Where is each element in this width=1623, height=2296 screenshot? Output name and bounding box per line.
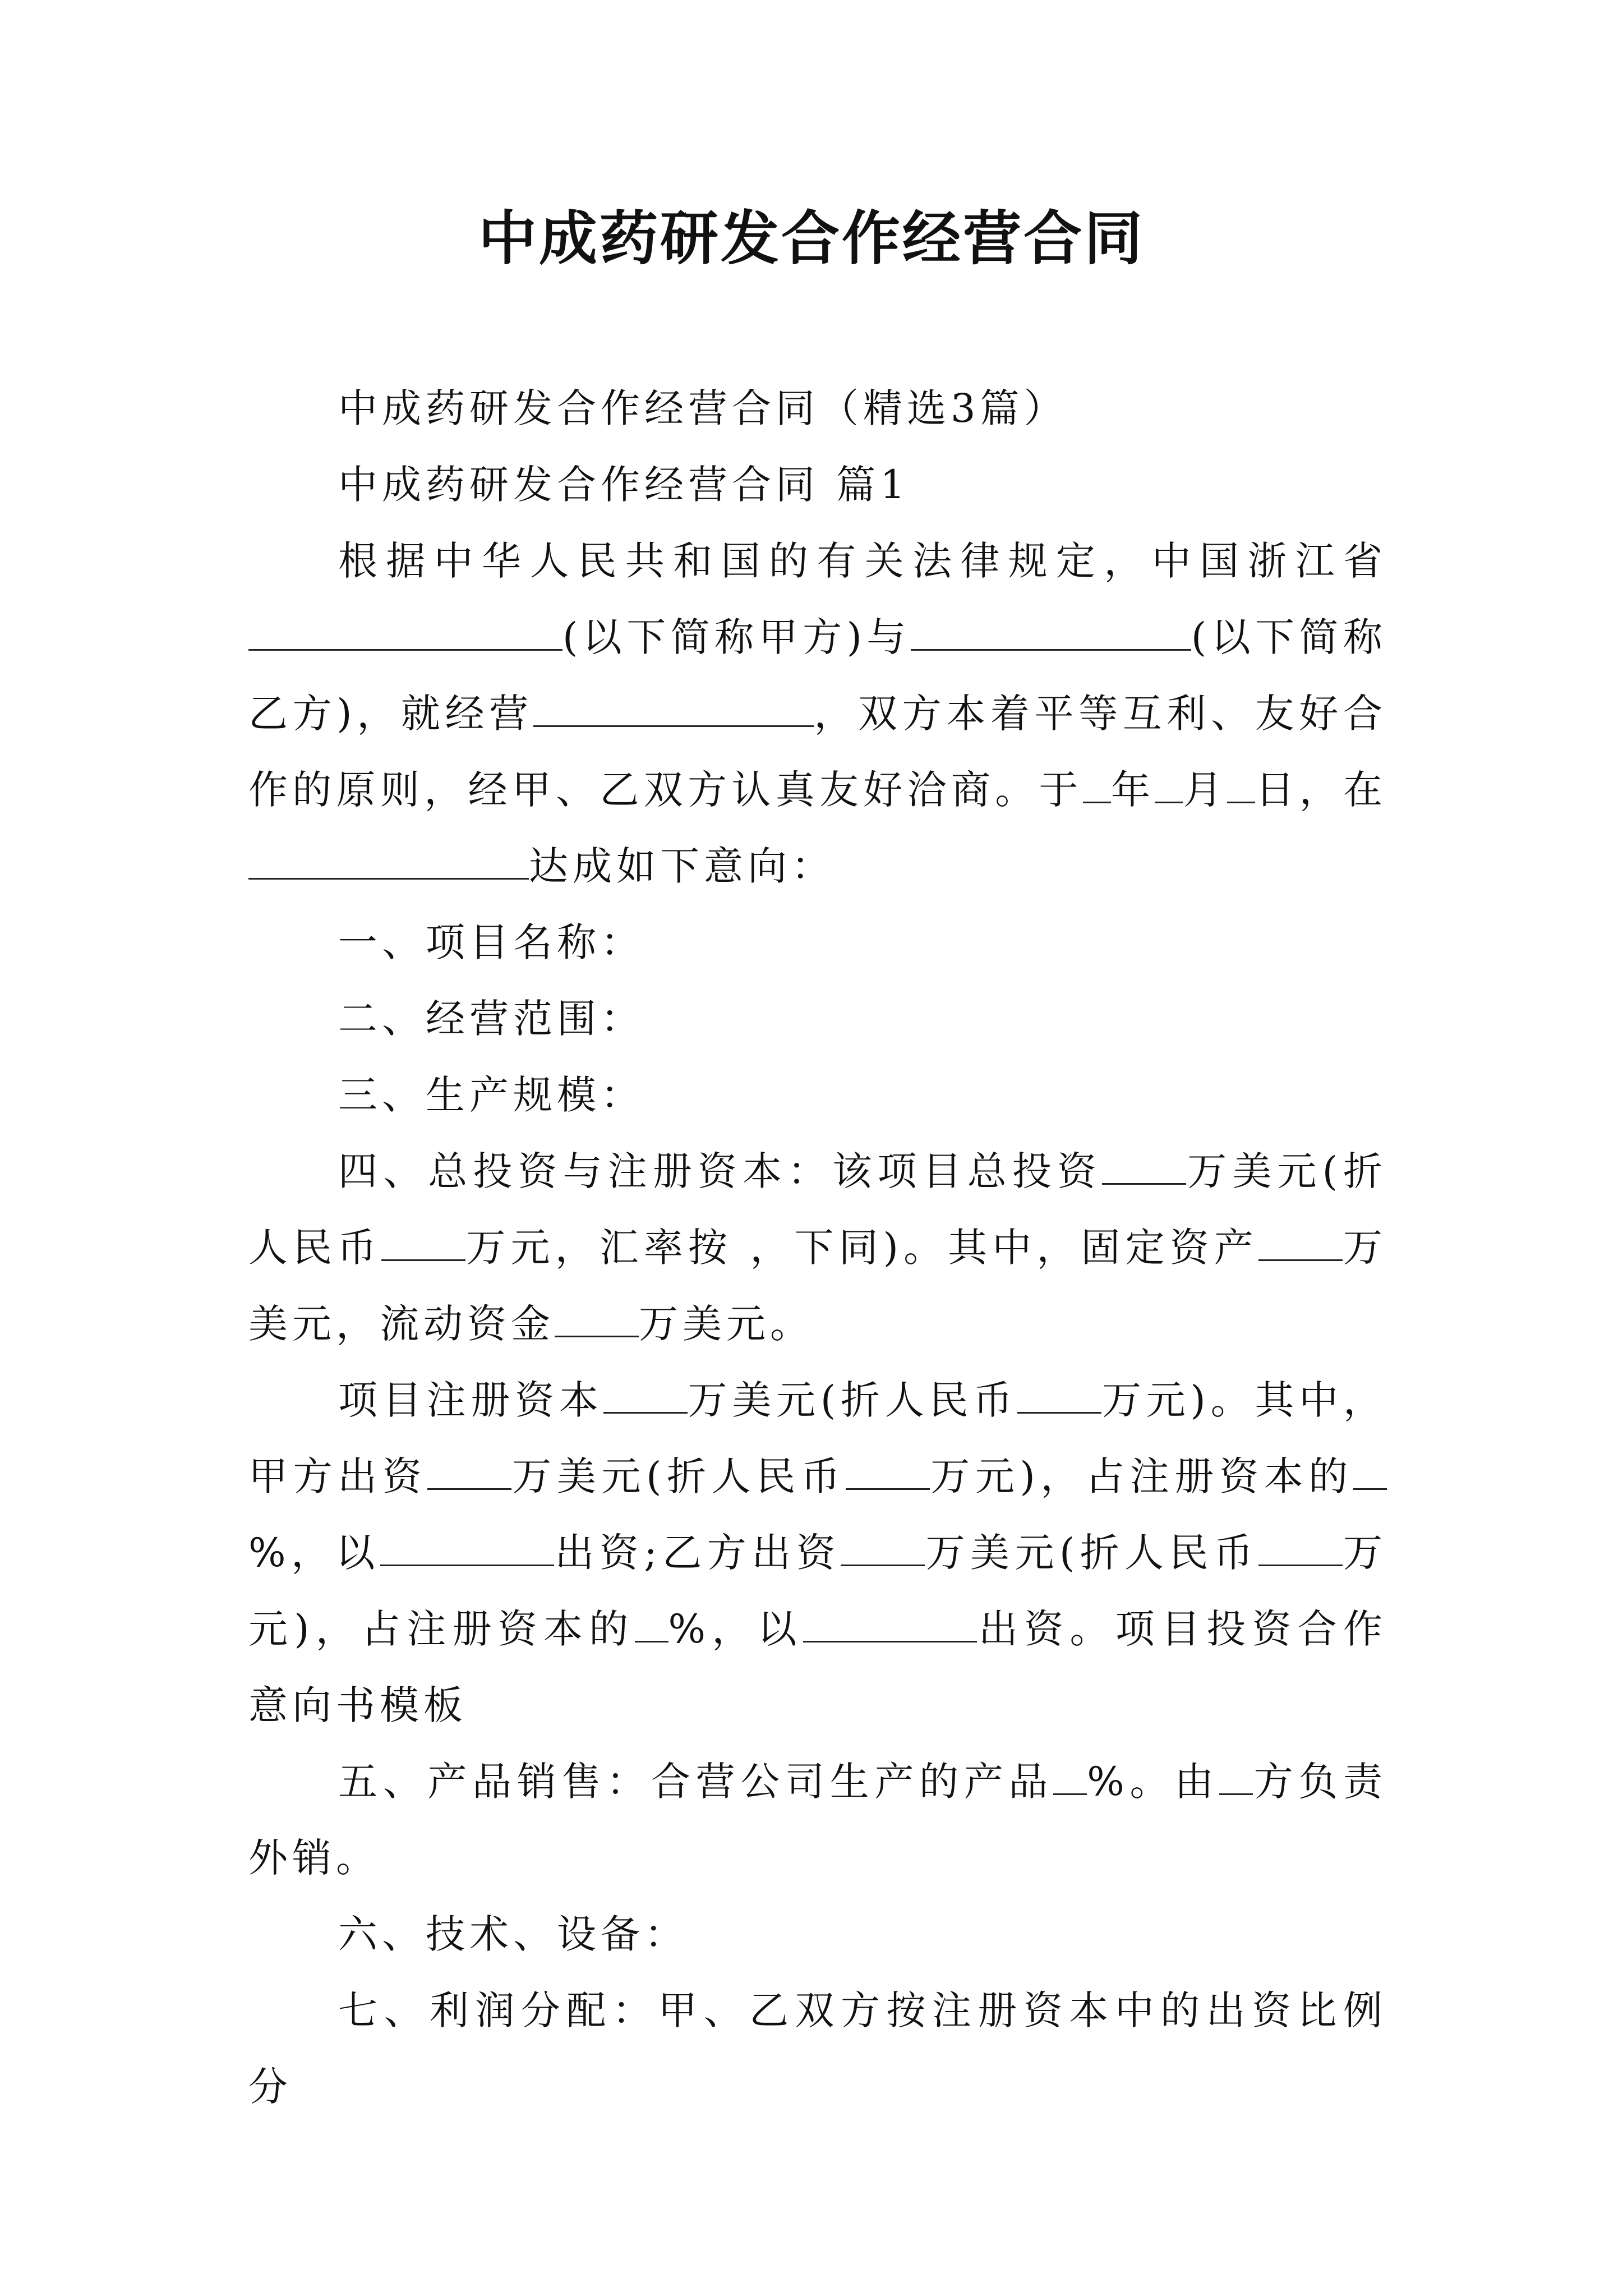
blank-export-party <box>1219 1757 1253 1795</box>
capital-text-3: 万元)。其中，甲方出资 <box>248 1377 1387 1499</box>
intro-text-6: 月 <box>1183 767 1228 813</box>
blank-year <box>1083 766 1111 803</box>
blank-working-capital <box>555 1300 639 1337</box>
item-project-name <box>248 904 1387 981</box>
item-6-text: 六、技术、设备： <box>338 1911 688 1957</box>
item-profit-distribution <box>248 1972 1387 2125</box>
item-5-text-2: %。由 <box>1087 1759 1219 1805</box>
capital-text-5: 万元)，占注册资本的 <box>929 1453 1353 1499</box>
blank-total-rmb <box>381 1223 465 1261</box>
blank-registered-capital <box>603 1376 688 1414</box>
item-3-text: 三、生产规模： <box>338 1072 644 1118</box>
document-title: 中成药研发合作经营合同 <box>478 204 1145 273</box>
intro-text-4: ，双方本着平等互利、友好合作的原则，经甲、乙双方认真友好洽商。于 <box>248 691 1387 813</box>
document-body <box>248 370 1387 2125</box>
item-4-text-4: 万美元，流动资金 <box>248 1225 1387 1347</box>
blank-party-b-rmb <box>1258 1529 1343 1566</box>
capital-text-10: %，以 <box>668 1606 803 1652</box>
capital-text-8: 万美元(折人民币 <box>925 1530 1258 1576</box>
intro-text-5: 年 <box>1110 767 1155 813</box>
blank-fixed-assets <box>1258 1223 1343 1261</box>
blank-party-b-percent <box>635 1605 668 1642</box>
blank-total-investment <box>1102 1147 1186 1185</box>
blank-registered-rmb <box>1017 1376 1101 1414</box>
blank-party-a-percent <box>1353 1452 1387 1490</box>
blank-party-a-rmb <box>846 1452 930 1490</box>
item-product-sales <box>248 1743 1387 1896</box>
intro-text-8: 达成如下意向： <box>529 843 835 889</box>
intro-text-1: 根据中华人民共和国的有关法律规定，中国浙江省 <box>338 538 1387 584</box>
blank-export-percent <box>1053 1757 1087 1795</box>
blank-business <box>533 689 814 727</box>
capital-text-9: 万元)，占注册资本的 <box>248 1530 1387 1652</box>
blank-day <box>1227 766 1255 803</box>
capital-text-6: %，以 <box>248 1530 380 1576</box>
item-7-text: 七、利润分配：甲、乙双方按注册资本中的出资比例分 <box>248 1987 1387 2110</box>
item-4-text-2: 万美元(折人民币 <box>248 1148 1387 1271</box>
blank-party-b-contribution <box>841 1529 925 1566</box>
blank-month <box>1155 766 1183 803</box>
item-4-text-5: 万美元。 <box>639 1301 814 1347</box>
intro-text-2: (以下简称甲方)与 <box>562 614 911 660</box>
capital-text-2: 万美元(折人民币 <box>687 1377 1018 1423</box>
registered-capital-paragraph <box>248 1362 1387 1743</box>
blank-party-b-method <box>803 1605 977 1642</box>
item-investment <box>248 1133 1387 1362</box>
item-technology-equipment <box>248 1896 1387 1972</box>
blank-party-a-contribution <box>427 1452 511 1490</box>
item-1-text: 一、项目名称： <box>338 919 644 965</box>
intro-text-3: (以下简称乙方)，就经营 <box>248 614 1387 737</box>
blank-party-a-method <box>380 1529 554 1566</box>
intro-paragraph <box>248 523 1387 904</box>
item-5-text-1: 五、产品销售：合营公司生产的产品 <box>338 1759 1054 1805</box>
item-4-text-3: 万元，汇率按 ，下同)。其中，固定资产 <box>465 1225 1258 1271</box>
blank-party-a <box>248 613 562 651</box>
section-heading-paragraph <box>248 447 1387 523</box>
capital-text-1: 项目注册资本 <box>338 1377 603 1423</box>
capital-text-4: 万美元(折人民币 <box>511 1453 846 1499</box>
item-production-scale <box>248 1057 1387 1133</box>
subtitle-text: 中成药研发合作经营合同（精选3篇） <box>338 385 1068 431</box>
capital-text-7: 出资;乙方出资 <box>554 1530 841 1576</box>
blank-party-b <box>911 613 1191 651</box>
section-heading-text: 中成药研发合作经营合同 篇1 <box>338 462 910 508</box>
intro-text-7: 日，在 <box>1255 767 1387 813</box>
capital-text-11: 出资。项目投资合作意向书模板 <box>248 1606 1387 1728</box>
subtitle-paragraph <box>248 370 1387 447</box>
blank-place <box>248 842 529 880</box>
item-business-scope <box>248 981 1387 1057</box>
item-2-text: 二、经营范围： <box>338 996 644 1042</box>
item-5-text-3: 方负责外销。 <box>248 1759 1387 1881</box>
item-4-text-1: 四、总投资与注册资本：该项目总投资 <box>338 1148 1103 1194</box>
